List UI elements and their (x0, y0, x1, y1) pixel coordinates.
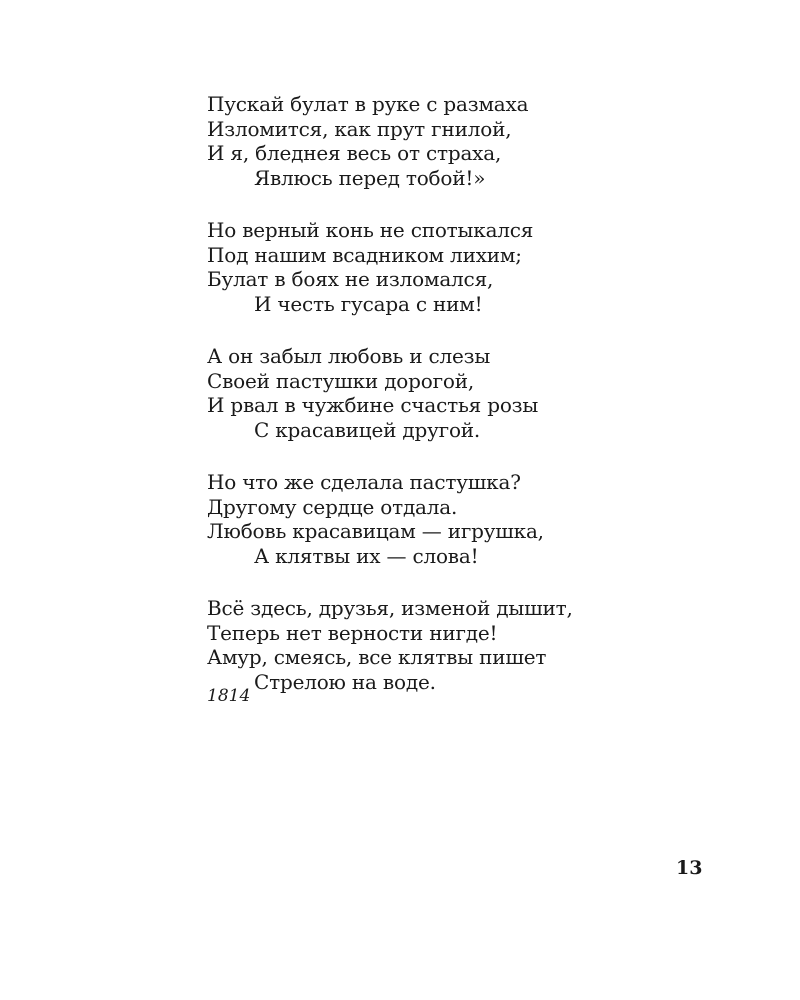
poem-line: И рвал в чужбине счастья розы (207, 393, 539, 417)
poem-line: Изломится, как прут гнилой, (207, 116, 512, 141)
poem-line: А клятвы их — слова! (254, 543, 479, 568)
poem-line: Любовь красавицам — игрушка, (207, 519, 544, 543)
poem-line: Теперь нет верности нигде! (207, 620, 498, 645)
stanza-1 (207, 92, 727, 190)
poem-line: С красавицей другой. (254, 417, 481, 442)
stanza-5 (207, 596, 727, 694)
poem-body (207, 92, 727, 722)
poem-line: Под нашим всадником лихим; (207, 242, 522, 267)
stanza-3 (207, 344, 727, 442)
stanza-2 (207, 218, 727, 316)
poem-line: И я, бледнея весь от страха, (207, 141, 502, 165)
poem-line: Пускай булат в руке с размаха (207, 92, 529, 116)
poem-line: Но верный конь не спотыкался (207, 218, 534, 242)
poem-line: Своей пастушки дорогой, (207, 368, 475, 393)
poem-line: А он забыл любовь и слезы (207, 344, 491, 368)
poem-line: Но что же сделала пастушка? (207, 470, 521, 494)
poem-line: Явлюсь перед тобой!» (254, 165, 486, 190)
poem-line: Всё здесь, друзья, изменой дышит, (207, 596, 573, 620)
stanza-4 (207, 470, 727, 568)
poem-line: Другому сердце отдала. (207, 494, 458, 519)
poem-line: Стрелою на воде. (254, 669, 436, 694)
poem-line: Амур, смеясь, все клятвы пишет (207, 645, 547, 669)
poem-line: Булат в боях не изломался, (207, 267, 494, 291)
poem-date: 1814 (207, 686, 251, 706)
poem-line: И честь гусара с ним! (254, 291, 483, 316)
page-number: 13 (676, 857, 703, 879)
